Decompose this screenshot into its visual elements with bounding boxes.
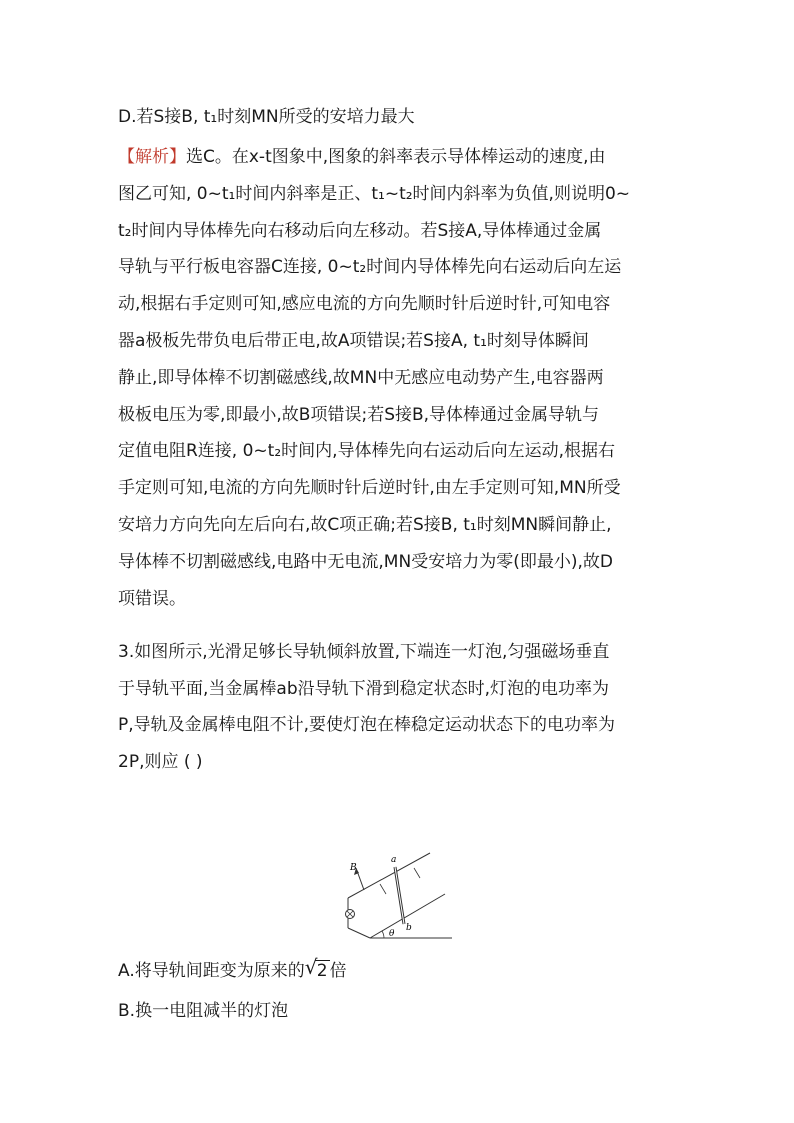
question3-line-3: P,导轨及金属棒电阻不计,要使灯泡在棒稳定运动状态下的电功率为 xyxy=(118,715,616,735)
theta-arc xyxy=(382,931,384,938)
rail-diagram xyxy=(340,850,460,945)
analysis-tag: 【解析】 xyxy=(118,147,186,167)
analysis-line-13: 项错误。 xyxy=(118,589,186,609)
analysis-line-10: 手定则可知,电流的方向先顺时针后逆时针,由左手定则可知,MN所受 xyxy=(118,478,621,498)
rail-upper xyxy=(348,853,430,898)
sqrt-symbol: √ 2 xyxy=(304,955,328,981)
label-b-field: B xyxy=(350,863,357,873)
analysis-line-6: 器a极板先带负电后带正电,故A项错误;若S接A, t₁时刻导体瞬间 xyxy=(118,331,589,351)
option-b: B.换一电阻减半的灯泡 xyxy=(118,1001,289,1021)
analysis-line-5: 动,根据右手定则可知,感应电流的方向先顺时针后逆时针,可知电容 xyxy=(118,294,611,314)
label-theta: θ xyxy=(389,929,395,939)
label-a: a xyxy=(391,855,397,865)
question3-line-2: 于导轨平面,当金属棒ab沿导轨下滑到稳定状态时,灯泡的电功率为 xyxy=(118,679,610,699)
analysis-line-4: 导轨与平行板电容器C连接, 0~t₂时间内导体棒先向右运动后向左运 xyxy=(118,257,622,277)
analysis-line-11: 安培力方向先向左后向右,故C项正确;若S接B, t₁时刻MN瞬间静止, xyxy=(118,515,612,535)
option-d: D.若S接B, t₁时刻MN所受的安培力最大 xyxy=(118,107,415,127)
analysis-line-8: 极板电压为零,即最小,故B项错误;若S接B,导体棒通过金属导轨与 xyxy=(118,405,600,425)
label-b: b xyxy=(406,923,412,933)
analysis-line-7: 静止,即导体棒不切割磁感线,故MN中无感应电动势产生,电容器两 xyxy=(118,368,604,388)
analysis-line-12: 导体棒不切割磁感线,电路中无电流,MN受安培力为零(即最小),故D xyxy=(118,552,613,572)
option-a: A.将导轨间距变为原来的 √ 2 倍 xyxy=(118,955,347,981)
analysis-line-3: t₂时间内导体棒先向右移动后向左移动。若S接A,导体棒通过金属 xyxy=(118,221,602,241)
analysis-line-2: 图乙可知, 0~t₁时间内斜率是正、t₁~t₂时间内斜率为负值,则说明0~ xyxy=(118,184,631,204)
analysis-line-1: 【解析】选C。在x-t图象中,图象的斜率表示导体棒运动的速度,由 xyxy=(118,147,606,167)
question3-line-1: 3.如图所示,光滑足够长导轨倾斜放置,下端连一灯泡,匀强磁场垂直 xyxy=(118,642,610,662)
analysis-line-9: 定值电阻R连接, 0~t₂时间内,导体棒先向右运动后向左运动,根据右 xyxy=(118,441,615,461)
question3-line-4: 2P,则应 ( ) xyxy=(118,752,203,772)
